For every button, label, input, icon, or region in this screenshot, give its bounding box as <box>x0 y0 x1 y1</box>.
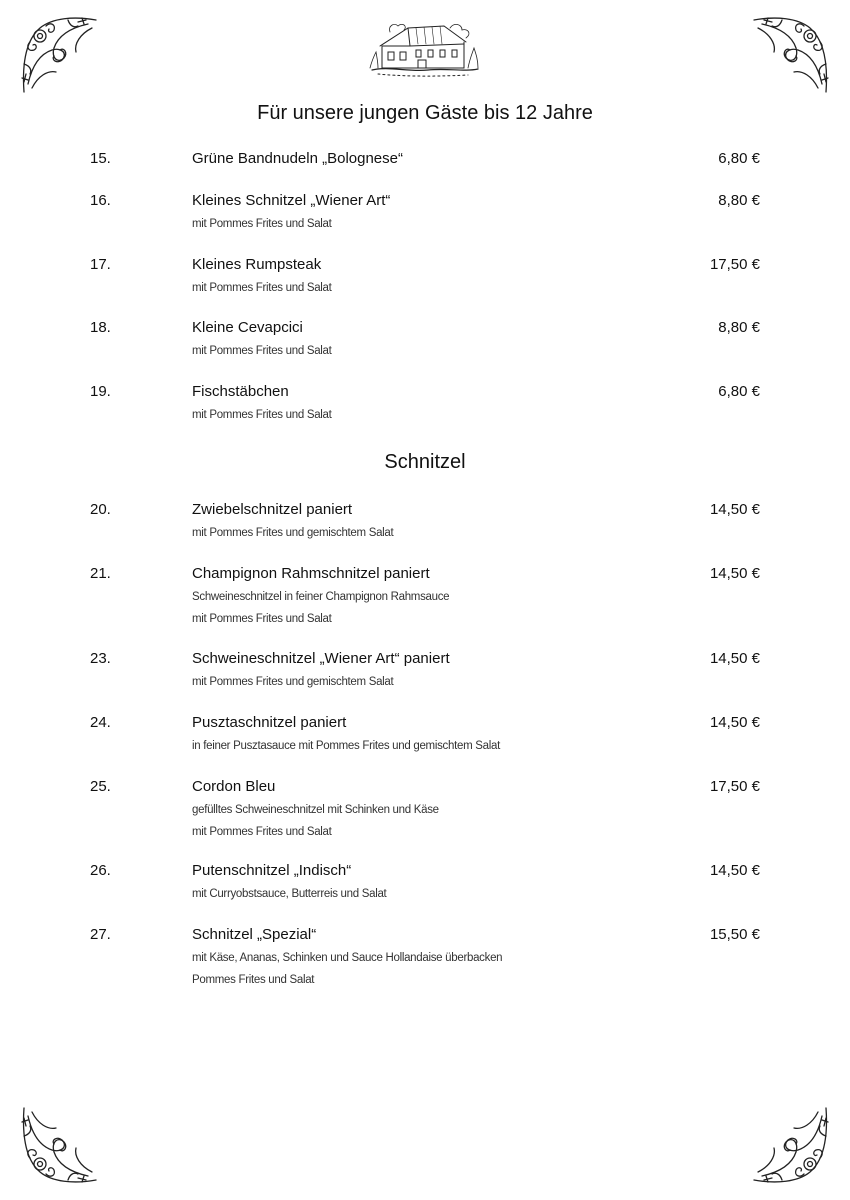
item-price: 14,50 € <box>709 714 760 731</box>
corner-flourish-bottom-left-icon <box>18 1102 102 1186</box>
item-name: Pusztaschnitzel paniert <box>192 714 347 731</box>
item-description: mit Pommes Frites und gemischtem Salat <box>192 676 394 688</box>
item-description: mit Pommes Frites und Salat <box>192 826 332 838</box>
item-name: Schnitzel „Spezial“ <box>192 926 317 943</box>
item-description: in feiner Pusztasauce mit Pommes Frites und gemischtem Salat <box>192 740 500 752</box>
item-description: mit Käse, Ananas, Schinken und Sauce Hollandaise überbacken <box>192 952 503 964</box>
item-number: 27. <box>90 926 111 943</box>
item-number: 21. <box>90 565 111 582</box>
item-number: 15. <box>90 150 111 167</box>
section-title-kids: Für unsere jungen Gäste bis 12 Jahre <box>257 102 593 124</box>
item-price: 15,50 € <box>709 926 760 943</box>
item-description: mit Pommes Frites und Salat <box>192 218 332 230</box>
item-price: 17,50 € <box>709 256 760 273</box>
item-price: 14,50 € <box>709 565 760 582</box>
item-description: mit Curryobstsauce, Butterreis und Salat <box>192 888 387 900</box>
item-description: Schweineschnitzel in feiner Champignon Rahmsauce <box>192 591 450 603</box>
item-description: Pommes Frites und Salat <box>192 974 315 986</box>
corner-flourish-bottom-right-icon <box>748 1102 832 1186</box>
item-price: 6,80 € <box>718 383 760 400</box>
item-number: 26. <box>90 862 111 879</box>
item-number: 16. <box>90 192 111 209</box>
item-number: 18. <box>90 319 111 336</box>
farmhouse-sketch-icon <box>368 14 482 80</box>
item-price: 6,80 € <box>718 150 760 167</box>
item-description: mit Pommes Frites und Salat <box>192 409 332 421</box>
item-name: Kleine Cevapcici <box>192 319 303 336</box>
item-price: 8,80 € <box>718 319 760 336</box>
item-description: mit Pommes Frites und Salat <box>192 613 332 625</box>
item-number: 23. <box>90 650 111 667</box>
item-description: mit Pommes Frites und gemischtem Salat <box>192 527 394 539</box>
item-name: Kleines Schnitzel „Wiener Art“ <box>192 192 391 209</box>
item-number: 20. <box>90 501 111 518</box>
item-description: gefülltes Schweineschnitzel mit Schinken und Käse <box>192 804 439 816</box>
item-name: Schweineschnitzel „Wiener Art“ paniert <box>192 650 450 667</box>
item-name: Grüne Bandnudeln „Bolognese“ <box>192 150 403 167</box>
item-price: 8,80 € <box>718 192 760 209</box>
item-description: mit Pommes Frites und Salat <box>192 282 332 294</box>
item-price: 14,50 € <box>709 501 760 518</box>
item-name: Champignon Rahmschnitzel paniert <box>192 565 430 582</box>
item-price: 14,50 € <box>709 862 760 879</box>
item-name: Kleines Rumpsteak <box>192 256 322 273</box>
item-price: 14,50 € <box>709 650 760 667</box>
item-description: mit Pommes Frites und Salat <box>192 345 332 357</box>
item-name: Cordon Bleu <box>192 778 276 795</box>
section-title-schnitzel: Schnitzel <box>384 451 466 473</box>
corner-flourish-top-left-icon <box>18 14 102 98</box>
item-name: Putenschnitzel „Indisch“ <box>192 862 352 879</box>
item-name: Fischstäbchen <box>192 383 289 400</box>
item-number: 19. <box>90 383 111 400</box>
item-number: 25. <box>90 778 111 795</box>
item-name: Zwiebelschnitzel paniert <box>192 501 353 518</box>
corner-flourish-top-right-icon <box>748 14 832 98</box>
item-number: 17. <box>90 256 111 273</box>
item-price: 17,50 € <box>709 778 760 795</box>
item-number: 24. <box>90 714 111 731</box>
